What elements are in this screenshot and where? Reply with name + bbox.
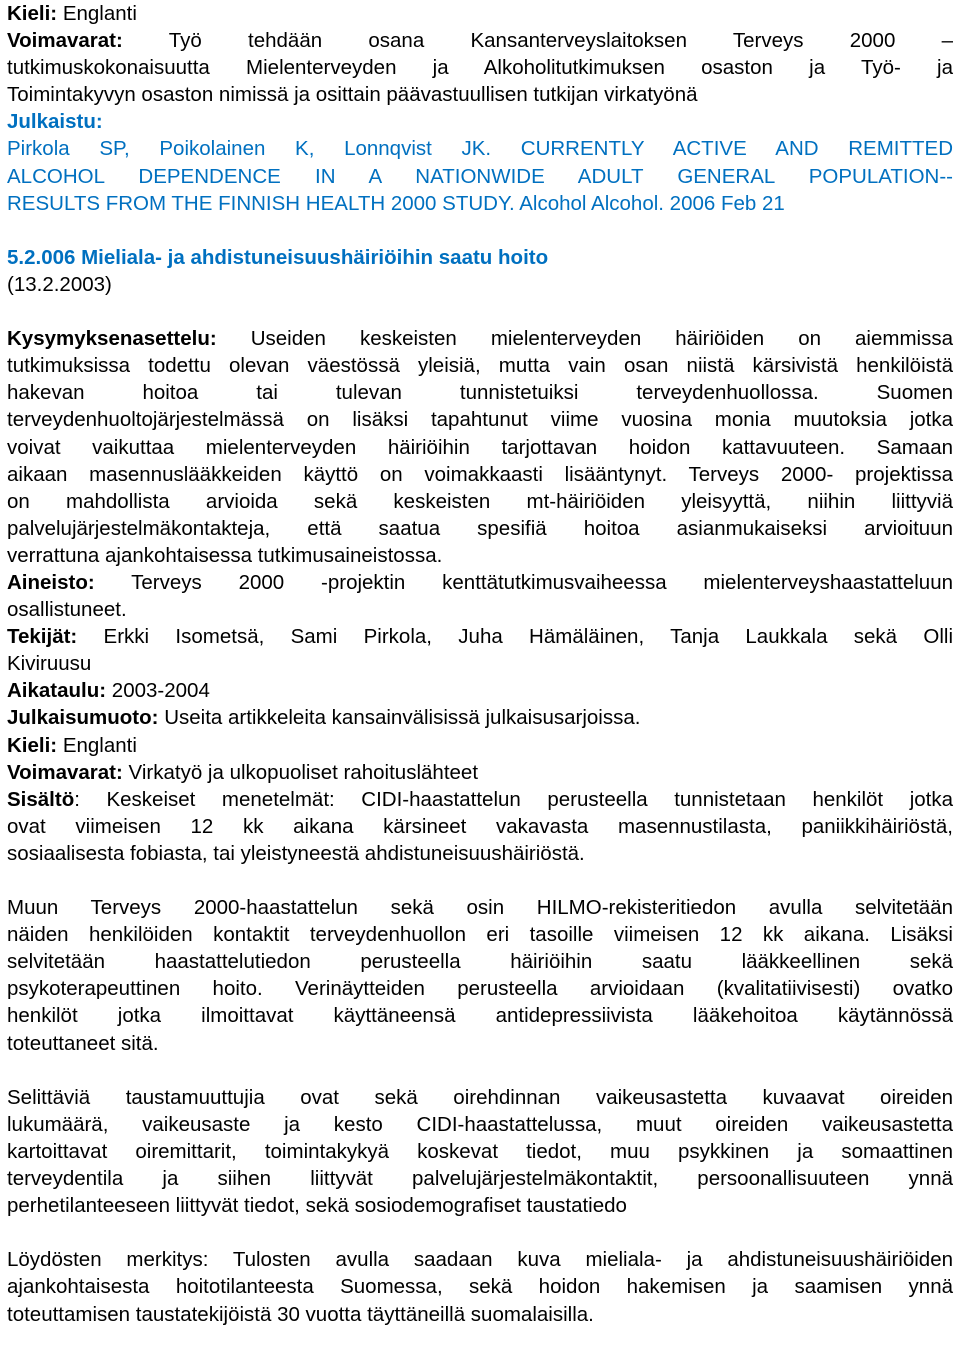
sisalto-line-3: sosiaalisesta fobiasta, tai yleistyneestä ahdistuneisuushäiriöstä. <box>7 841 585 865</box>
publication-line-1: Pirkola SP, Poikolainen K, Lonnqvist JK. CURRENTLY ACTIVE AND REMITTED <box>7 137 953 161</box>
voimavarat-value-2: Virkatyö ja ulkopuoliset rahoituslähteet <box>122 760 479 784</box>
p3-line-1: Selittäviä taustamuuttujia ovat sekä oirehdinnan vaikeusastetta kuvaavat oireiden <box>7 1085 953 1109</box>
spacer <box>7 1219 953 1246</box>
voimavarat-row-2 <box>7 759 953 786</box>
p2-line-3: selvitetään haastattelutiedon perusteella häiriöihin saatu lääkkeellinen sekä <box>7 950 953 974</box>
kysymys-line-9: verrattuna ajankohtaisessa tutkimusaineistossa. <box>7 543 443 567</box>
p2-line-1: Muun Terveys 2000-haastattelun sekä osin HILMO-rekisteritiedon avulla selvitetään <box>7 896 953 920</box>
julkaistu-label: Julkaistu: <box>7 110 103 134</box>
kieli-label: Kieli: <box>7 2 58 25</box>
tekijat-line-1 <box>7 623 953 650</box>
kieli-row-2 <box>7 732 953 759</box>
p2-line-4: psykoterapeuttinen hoito. Verinäytteiden perusteella arvioidaan (kvalitatiivisesti) ovatko <box>7 977 953 1001</box>
kysymys-label: Kysymyksenasettelu: <box>7 327 217 351</box>
tekijat-label: Tekijät: <box>7 625 78 649</box>
julkaisumuoto-value: Useita artikkeleita kansainvälisissä julkaisusarjoissa. <box>158 706 641 730</box>
sisalto-label: Sisältö <box>7 787 75 811</box>
kieli-value: Englanti <box>57 2 137 25</box>
kysymys-line-4: terveydenhuoltojärjestelmässä on lisäksi tapahtunut viime vuosina monia muutoksia jotka <box>7 408 953 432</box>
section-date: (13.2.2003) <box>7 272 112 296</box>
kysymys-line-1 <box>7 325 953 352</box>
voimavarat-label-2: Voimavarat: <box>7 760 123 784</box>
aineisto-label: Aineisto: <box>7 570 95 594</box>
p2-line-5: henkilöt jotka ilmoittavat käyttäneensä antidepressiivista lääkehoitoa käytännössä <box>7 1004 953 1028</box>
p2-line-6: toteuttaneet sitä. <box>7 1031 159 1055</box>
p4-line-1: Löydösten merkitys: Tulosten avulla saadaan kuva mieliala- ja ahdistuneisuushäiriöiden <box>7 1248 953 1272</box>
p3-line-3: kartoittavat oiremittarit, toimintakykyä koskevat tiedot, muu psykkinen ja somaattinen <box>7 1139 953 1163</box>
aineisto-text: Terveys 2000 -projektin kenttätutkimusvaiheessa mielenterveyshaastatteluun <box>94 570 953 594</box>
aineisto-line-1 <box>7 569 953 596</box>
p3-line-2: lukumäärä, vaikeusaste ja kesto CIDI-haastattelussa, muut oireiden vaikeusastetta <box>7 1112 953 1136</box>
voimavarat-line-2: tutkimuskokonaisuutta Mielenterveyden ja Alkoholitutkimuksen osaston ja Työ- ja <box>7 56 953 80</box>
section-heading: 5.2.006 Mieliala- ja ahdistuneisuushäiriöihin saatu hoito <box>7 245 549 269</box>
aikataulu-row <box>7 677 953 704</box>
tekijat-line-2: Kiviruusu <box>7 652 92 676</box>
sisalto-line-2: ovat viimeisen 12 kk aikana kärsineet vakavasta masennustilasta, paniikkihäiriöstä, <box>7 814 953 838</box>
spacer <box>7 217 953 244</box>
publication-line-2: ALCOHOL DEPENDENCE IN A NATIONWIDE ADULT GENERAL POPULATION-- <box>7 164 953 188</box>
spacer <box>7 1057 953 1084</box>
sisalto-text: : Keskeiset menetelmät: CIDI-haastattelun perusteella tunnistetaan henkilöt jotka <box>74 787 953 811</box>
aikataulu-label: Aikataulu: <box>7 679 107 703</box>
spacer <box>7 298 953 325</box>
kysymys-line-2: tutkimuksissa todettu olevan väestössä yleisiä, mutta vain osan niistä kärsivistä henkilöistä <box>7 354 953 378</box>
p2-line-2: näiden henkilöiden kontaktit terveydenhuollon eri tasoille viimeisen 12 kk aikana. Lisäksi <box>7 923 953 947</box>
p4-line-2: ajankohtaisesta hoitotilanteesta Suomessa, sekä hoidon hakemisen ja saamisen ynnä <box>7 1275 953 1299</box>
voimavarat-line-1 <box>7 27 953 54</box>
kysymys-line-8: palvelujärjestelmäkontakteja, että saatua spesifiä hoitoa asianmukaiseksi arvioituun <box>7 516 953 540</box>
aikataulu-value: 2003-2004 <box>106 679 210 703</box>
kieli-label-2: Kieli: <box>7 733 58 757</box>
kysymys-line-5: voivat vaikuttaa mielenterveyden häiriöihin tarjottavan hoidon kattavuuteen. Samaan <box>7 435 953 459</box>
tekijat-text: Erkki Isometsä, Sami Pirkola, Juha Hämäläinen, Tanja Laukkala sekä Olli <box>77 625 953 649</box>
voimavarat-label: Voimavarat: <box>7 29 123 53</box>
aineisto-line-2: osallistuneet. <box>7 598 127 622</box>
kysymys-line-6: aikaan masennuslääkkeiden käyttö on voimakkaasti lisääntynyt. Terveys 2000- projektissa <box>7 462 953 486</box>
spacer <box>7 867 953 894</box>
p3-line-4: terveydentila ja siihen liittyvät palvelujärjestelmäkontaktit, persoonallisuuteen ynnä <box>7 1167 953 1191</box>
kieli-row <box>7 0 953 27</box>
kysymys-line-3: hakevan hoitoa tai tulevan tunnistetuiksi terveydenhuollossa. Suomen <box>7 381 953 405</box>
kieli-value-2: Englanti <box>57 733 137 757</box>
voimavarat-line-3: Toimintakyvyn osaston nimissä ja osittain päävastuullisen tutkijan virkatyönä <box>7 83 698 107</box>
sisalto-line-1 <box>7 786 953 813</box>
p3-line-5: perhetilanteeseen liittyvät tiedot, sekä sosiodemografiset taustatiedo <box>7 1194 627 1218</box>
voimavarat-text: Työ tehdään osana Kansanterveyslaitoksen Terveys 2000 – <box>122 29 953 53</box>
kysymys-text: Useiden keskeisten mielenterveyden häiriöiden on aiemmissa <box>216 327 953 351</box>
julkaisumuoto-label: Julkaisumuoto: <box>7 706 159 730</box>
julkaisumuoto-row <box>7 704 953 731</box>
p4-line-3: toteuttamisen taustatekijöistä 30 vuotta täyttäneillä suomalaisilla. <box>7 1302 594 1326</box>
kysymys-line-7: on mahdollista arvioida sekä keskeisten mt-häiriöiden yleisyyttä, niihin liittyviä <box>7 489 953 513</box>
publication-line-3: RESULTS FROM THE FINNISH HEALTH 2000 STUDY. Alcohol Alcohol. 2006 Feb 21 <box>7 191 785 215</box>
